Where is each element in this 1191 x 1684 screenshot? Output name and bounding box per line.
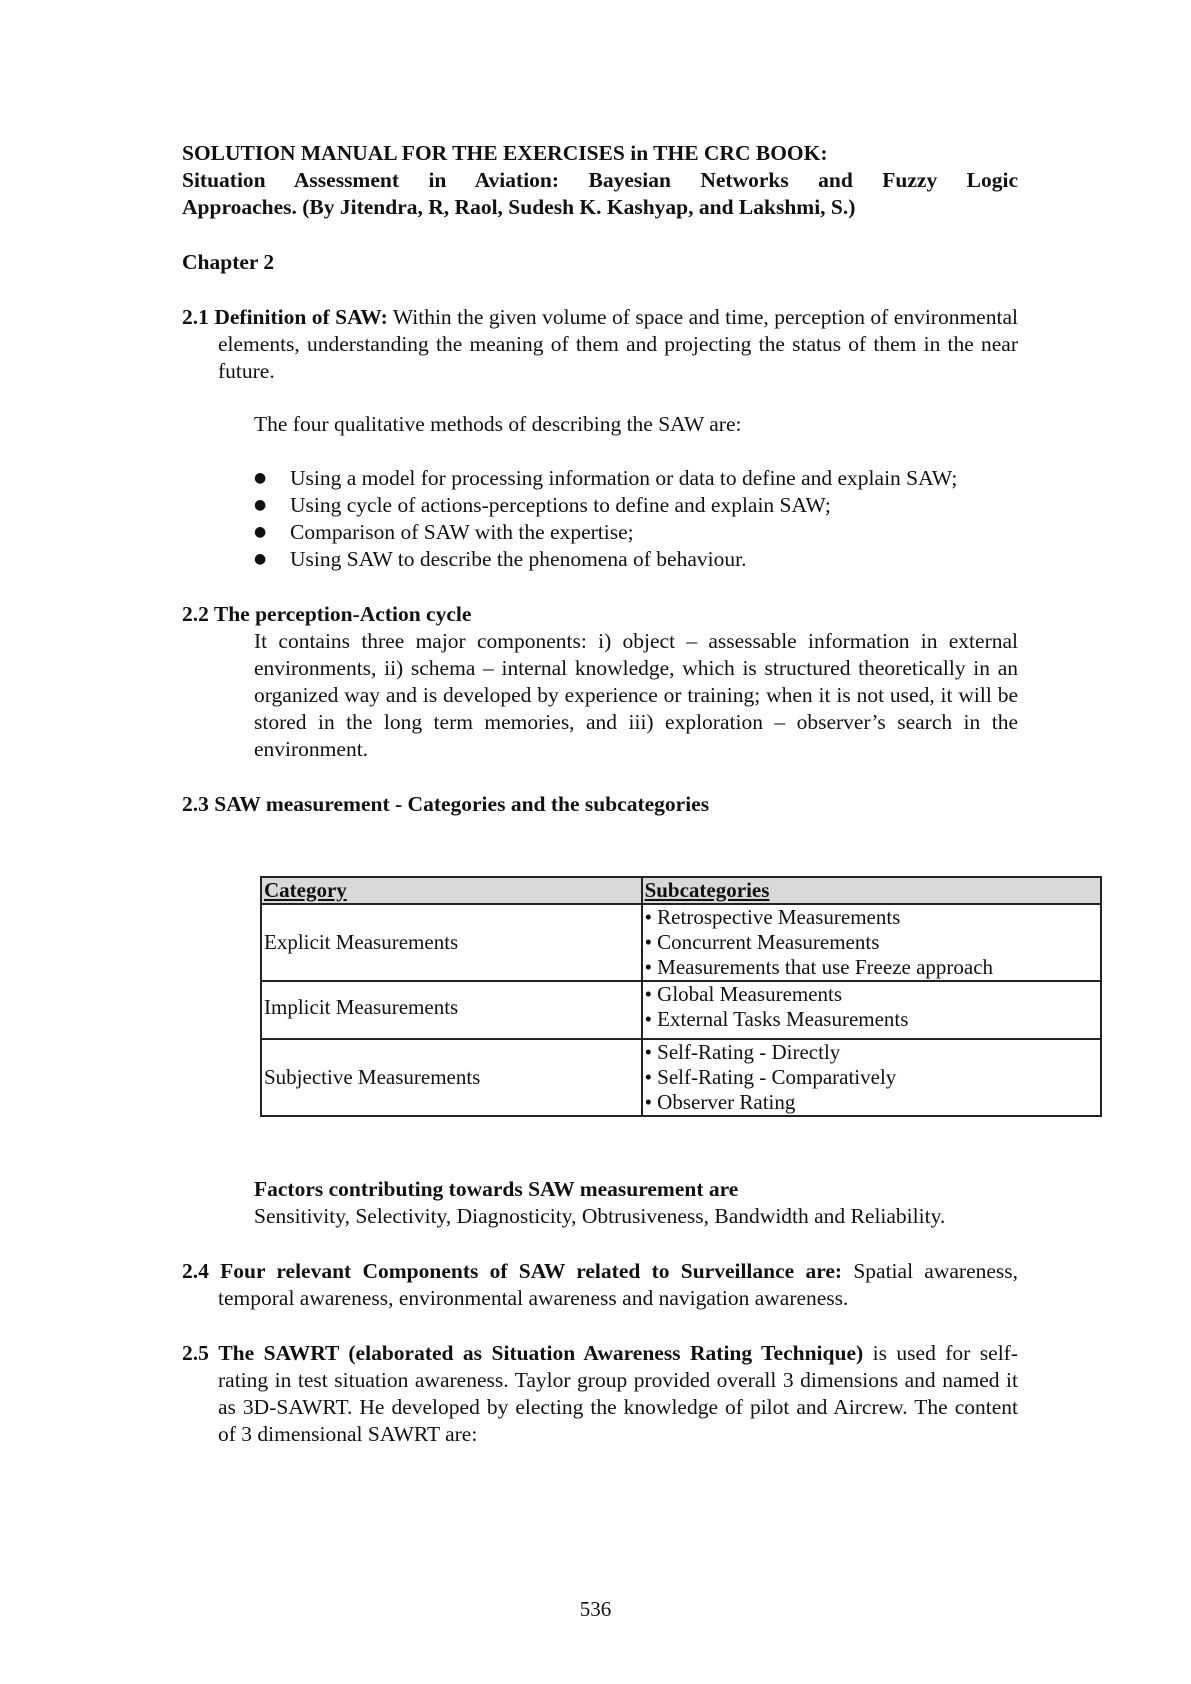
section-2-5-title: The SAWRT (elaborated as Situation Awareness Rating Technique) [218,1341,864,1365]
heading-line-1: SOLUTION MANUAL FOR THE EXERCISES in THE CRC BOOK: [182,141,828,165]
methods-list [182,465,1018,573]
section-2-5 [182,1340,1018,1448]
subcategories-cell [642,1039,1101,1116]
page-number: 536 [579,1597,612,1621]
list-item-text: Using a model for processing information or data to define and explain SAW; [290,466,958,490]
section-2-4-title: Four relevant Components of SAW related to Surveillance are: [220,1259,843,1283]
subcategories-cell [642,981,1101,1039]
category-cell: Implicit Measurements [261,981,642,1039]
heading-line-2: Situation Assessment in Aviation: Bayesian Networks and Fuzzy Logic [182,168,1018,192]
list-item-text: Using SAW to describe the phenomena of behaviour. [290,547,747,571]
bullet-icon: ● [254,524,267,540]
list-item [254,519,1018,546]
section-2-5-paragraph [182,1340,1018,1448]
section-2-2 [182,601,1018,763]
document-page [182,140,1018,818]
factors-title: Factors contributing towards SAW measurement are [254,1177,739,1201]
subcategory-item: • Retrospective Measurements [644,905,901,929]
category-cell: Explicit Measurements [261,904,642,981]
bullet-icon: ● [254,497,267,513]
factors-text: Sensitivity, Selectivity, Diagnosticity, Obtrusiveness, Bandwidth and Reliability. [254,1204,946,1228]
subcategory-item: • Global Measurements [644,982,843,1006]
subcategory-item: • Measurements that use Freeze approach [644,955,994,979]
chapter-title: Chapter 2 [182,250,275,274]
table-wrapper [182,876,1122,1117]
subcategory-item: • Self-Rating - Directly [644,1040,841,1064]
table-header-row [261,877,1101,904]
subcategory-item: • Self-Rating - Comparatively [644,1065,897,1089]
column-header-category: Category [261,877,642,904]
section-2-3 [182,791,1018,818]
section-2-5-number: 2.5 [182,1341,209,1365]
section-2-1-text: Within the given volume of space and time, perception of environmental elements, understanding the meaning of them and projecting the status of them in the near future. [218,305,1018,383]
factors-block [254,1176,1018,1230]
table-row [261,904,1101,981]
subcategories-cell [642,904,1101,981]
bullet-icon: ● [254,551,267,567]
subcategory-item: • Concurrent Measurements [644,930,880,954]
bullet-icon: ● [254,470,267,486]
section-2-1-paragraph [182,304,1018,385]
section-2-4-text: Spatial awareness, temporal awareness, environmental awareness and navigation awareness. [218,1259,1019,1310]
subcategory-item: • Observer Rating [644,1090,796,1114]
subcategory-item: • External Tasks Measurements [644,1007,909,1031]
heading-line-3: Approaches. (By Jitendra, R, Raol, Sudesh K. Kashyap, and Lakshmi, S.) [182,195,856,219]
list-item [254,465,1018,492]
section-2-3-title: 2.3 SAW measurement - Categories and the subcategories [182,792,710,816]
list-item [254,546,1018,573]
table-row [261,981,1101,1039]
section-2-1-number: 2.1 [182,305,209,329]
section-2-2-text: It contains three major components: i) object – assessable information in external environments, ii) schema – internal knowledge, which is structured theoretically in an organized way and is developed by experience or training; when it is not used, it will be stored in the long term memories, and iii) exploration – observer’s search in the environment. [254,629,1018,761]
category-cell: Subjective Measurements [261,1039,642,1116]
section-2-4-paragraph [182,1258,1018,1312]
section-2-5-text: is used for self-rating in test situation awareness. Taylor group provided overall 3 dimensions and named it as 3D-SAWRT. He developed by electing the knowledge of pilot and Aircrew. The content of 3 dimensional SAWRT are: [218,1341,1018,1446]
section-2-2-title: 2.2 The perception-Action cycle [182,602,472,626]
list-item-text: Using cycle of actions-perceptions to define and explain SAW; [290,493,831,517]
list-item-text: Comparison of SAW with the expertise; [290,520,634,544]
lower-content [182,1176,1018,1448]
methods-intro: The four qualitative methods of describing the SAW are: [254,412,742,436]
section-2-4-number: 2.4 [182,1259,209,1283]
section-2-4 [182,1258,1018,1312]
column-header-subcategories: Subcategories [642,877,1101,904]
table-row [261,1039,1101,1116]
section-2-1-title: Definition of SAW: [214,305,388,329]
list-item [254,492,1018,519]
measurement-table [260,876,1102,1117]
section-2-1 [182,304,1018,573]
document-heading [182,140,1018,221]
